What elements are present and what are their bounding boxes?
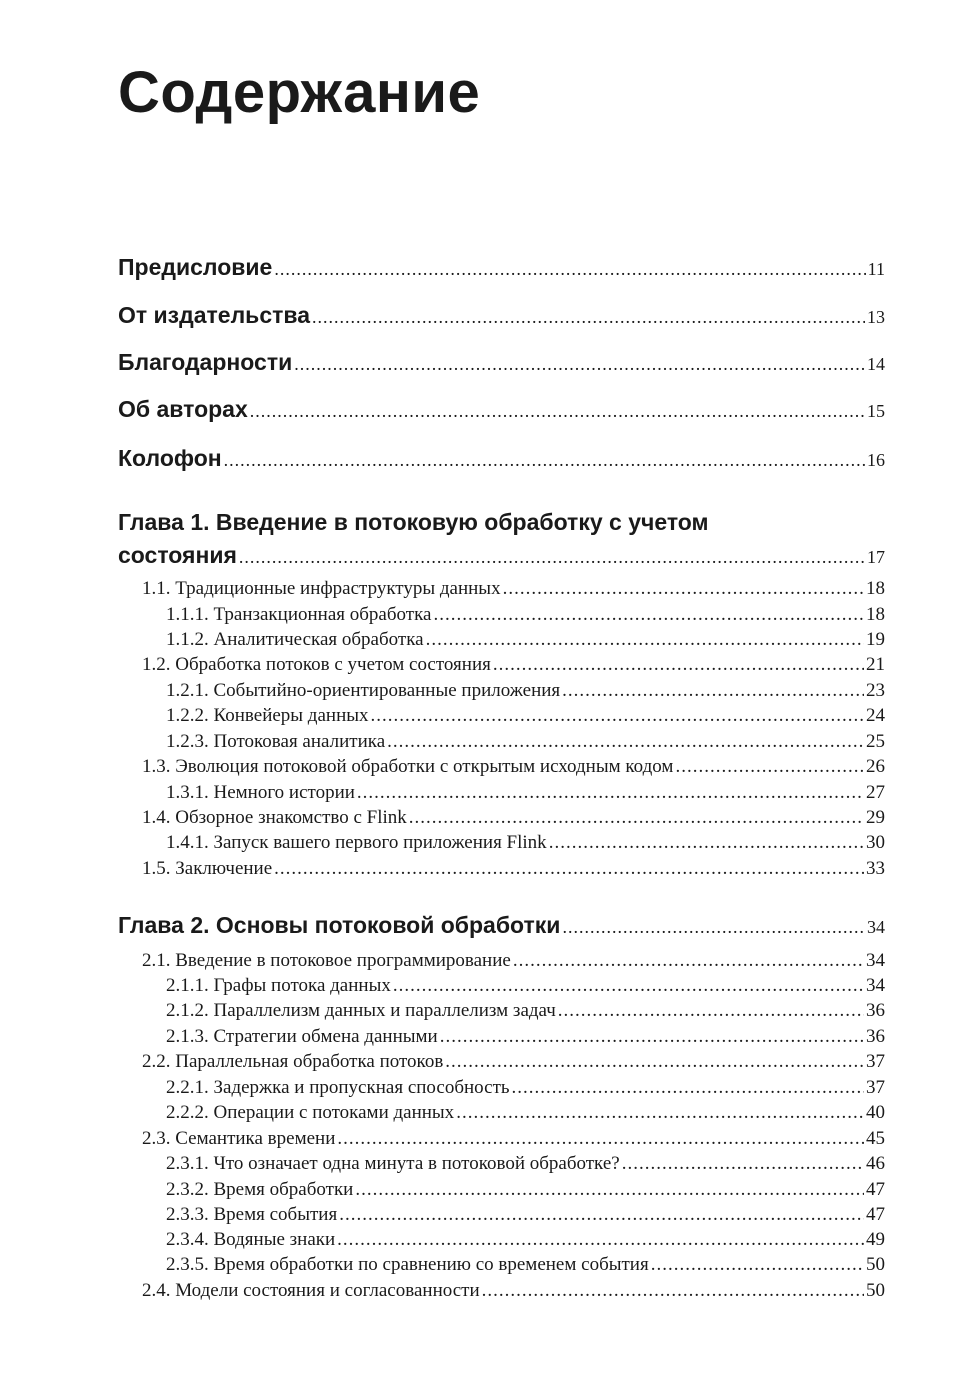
toc-page-number: 15 [867, 401, 885, 421]
toc-entry-label: 2.1.3. Стратегии обмена данными [166, 1026, 438, 1047]
toc-page-number: 18 [866, 578, 885, 599]
toc-page-number: 34 [866, 975, 885, 996]
toc-page-number: 18 [866, 604, 885, 625]
toc-entry[interactable] [0, 950, 975, 972]
toc-entry-label: 2.3. Семантика времени [142, 1128, 336, 1149]
toc-entry[interactable] [0, 1179, 975, 1201]
toc-entry[interactable] [0, 1026, 975, 1048]
toc-entry[interactable] [0, 975, 975, 997]
leader-dots [675, 756, 864, 778]
toc-page-number: 24 [866, 705, 885, 726]
leader-dots [224, 450, 865, 471]
toc-entry-label: 2.3.1. Что означает одна минута в потоковой обработке? [166, 1153, 620, 1174]
toc-entry[interactable] [0, 807, 975, 829]
leader-dots [622, 1153, 864, 1175]
toc-entry-label: 1.3. Эволюция потоковой обработки с открытым исходным кодом [142, 756, 674, 777]
toc-entry-label: 2.4. Модели состояния и согласованности [142, 1280, 480, 1301]
toc-entry[interactable] [0, 705, 975, 727]
toc-page-number: 40 [866, 1102, 885, 1123]
leader-dots [312, 307, 865, 328]
toc-entry-preface[interactable] [0, 254, 975, 281]
toc-entry-label: 2.3.3. Время события [166, 1204, 338, 1225]
toc-page-number: 34 [866, 950, 885, 971]
leader-dots [426, 629, 864, 651]
leader-dots [513, 950, 864, 972]
page-title: Содержание [118, 60, 481, 125]
chapter-1-title-line1[interactable]: Глава 1. Введение в потоковую обработку с учетом [118, 509, 709, 535]
toc-page-number: 45 [866, 1128, 885, 1149]
toc-entry[interactable] [0, 858, 975, 880]
toc-page-number: 49 [866, 1229, 885, 1250]
leader-dots [250, 401, 865, 422]
leader-dots [482, 1280, 864, 1302]
toc-entry-label: 1.3.1. Немного истории [166, 782, 355, 803]
toc-page-number: 36 [866, 1000, 885, 1021]
toc-entry-label: 2.1.1. Графы потока данных [166, 975, 391, 996]
toc-entry-authors[interactable] [0, 396, 975, 423]
leader-dots [456, 1102, 864, 1124]
toc-page-number: 33 [866, 858, 885, 879]
toc-entry[interactable] [0, 1077, 975, 1099]
toc-entry[interactable] [0, 731, 975, 753]
leader-dots [549, 832, 864, 854]
toc-entry[interactable] [0, 1102, 975, 1124]
toc-page-number: 14 [867, 354, 885, 374]
toc-entry-label: 1.2.2. Конвейеры данных [166, 705, 369, 726]
leader-dots [387, 731, 864, 753]
toc-entry-label: От издательства [118, 302, 310, 328]
toc-entry-label: 1.2.1. Событийно-ориентированные приложения [166, 680, 561, 701]
toc-page-number: 37 [866, 1051, 885, 1072]
toc-entry-publisher[interactable] [0, 302, 975, 329]
toc-entry-label: 2.2.1. Задержка и пропускная способность [166, 1077, 510, 1098]
leader-dots [339, 1204, 864, 1226]
toc-entry-label: 2.2.2. Операции с потоками данных [166, 1102, 455, 1123]
toc-page-number: 50 [866, 1280, 885, 1301]
toc-entry-label: 1.4. Обзорное знакомство с Flink [142, 807, 407, 828]
toc-entry-label: Предисловие [118, 254, 273, 280]
leader-dots [445, 1051, 864, 1073]
toc-entry-label: 1.5. Заключение [142, 858, 273, 879]
leader-dots [562, 680, 864, 702]
toc-entry[interactable] [0, 1153, 975, 1175]
toc-entry[interactable] [0, 1229, 975, 1251]
toc-page-number: 34 [867, 917, 885, 937]
toc-entry-label: состояния [118, 542, 237, 568]
toc-page-number: 50 [866, 1254, 885, 1275]
toc-page-number: 11 [867, 259, 885, 279]
toc-entry-chapter-1[interactable] [0, 542, 975, 569]
toc-entry[interactable] [0, 1000, 975, 1022]
toc-page-number: 26 [866, 756, 885, 777]
toc-page-number: 27 [866, 782, 885, 803]
toc-entry-label: 1.2.3. Потоковая аналитика [166, 731, 386, 752]
toc-page-number: 25 [866, 731, 885, 752]
toc-entry-label: 2.2. Параллельная обработка потоков [142, 1051, 444, 1072]
toc-entry-label: 2.1. Введение в потоковое программирование [142, 950, 511, 971]
toc-entry-label: 1.1.1. Транзакционная обработка [166, 604, 432, 625]
toc-entry-label: Глава 2. Основы потоковой обработки [118, 912, 561, 938]
toc-entry-label: 2.3.4. Водяные знаки [166, 1229, 336, 1250]
toc-entry[interactable] [0, 1280, 975, 1302]
toc-page-number: 47 [866, 1204, 885, 1225]
leader-dots [493, 654, 864, 676]
toc-page-number: 47 [866, 1179, 885, 1200]
toc-entry-label: 1.1.2. Аналитическая обработка [166, 629, 424, 650]
toc-entry-label: 2.3.5. Время обработки по сравнению со временем события [166, 1254, 649, 1275]
toc-page-number: 46 [866, 1153, 885, 1174]
toc-entry[interactable] [0, 680, 975, 702]
leader-dots [503, 578, 864, 600]
leader-dots [558, 1000, 864, 1022]
toc-entry-label: 1.4.1. Запуск вашего первого приложения Flink [166, 832, 547, 853]
toc-page-number: 29 [866, 807, 885, 828]
toc-entry[interactable] [0, 604, 975, 626]
toc-entry-colophon[interactable] [0, 445, 975, 472]
leader-dots [337, 1128, 864, 1150]
leader-dots [562, 917, 865, 938]
toc-entry-chapter-2[interactable] [0, 912, 975, 939]
leader-dots [337, 1229, 864, 1251]
toc-entry[interactable] [0, 756, 975, 778]
leader-dots [440, 1026, 864, 1048]
toc-entry[interactable] [0, 1128, 975, 1150]
leader-dots [371, 705, 864, 727]
toc-entry[interactable] [0, 578, 975, 600]
toc-entry-label: 1.1. Традиционные инфраструктуры данных [142, 578, 501, 599]
leader-dots [409, 807, 864, 829]
toc-entry-label: Об авторах [118, 396, 248, 422]
toc-entry[interactable] [0, 832, 975, 854]
toc-page-number: 30 [866, 832, 885, 853]
leader-dots [274, 259, 865, 280]
leader-dots [355, 1179, 864, 1201]
toc-page-number: 36 [866, 1026, 885, 1047]
toc-page-number: 17 [867, 547, 885, 567]
toc-entry-label: 2.1.2. Параллелизм данных и параллелизм задач [166, 1000, 556, 1021]
leader-dots [274, 858, 864, 880]
toc-entry-acknowledgements[interactable] [0, 349, 975, 376]
toc-entry[interactable] [0, 782, 975, 804]
toc-entry-label: Благодарности [118, 349, 293, 375]
leader-dots [393, 975, 864, 997]
toc-entry[interactable] [0, 1051, 975, 1073]
leader-dots [239, 547, 865, 568]
toc-entry[interactable] [0, 1204, 975, 1226]
leader-dots [357, 782, 864, 804]
toc-page-number: 23 [866, 680, 885, 701]
leader-dots [294, 354, 865, 375]
toc-entry[interactable] [0, 629, 975, 651]
toc-page-number: 21 [866, 654, 885, 675]
toc-page-number: 16 [867, 450, 885, 470]
leader-dots [512, 1077, 864, 1099]
leader-dots [433, 604, 864, 626]
toc-page-number: 13 [867, 307, 885, 327]
toc-entry-label: Колофон [118, 445, 222, 471]
toc-entry-label: 2.3.2. Время обработки [166, 1179, 354, 1200]
toc-entry[interactable] [0, 654, 975, 676]
leader-dots [651, 1254, 864, 1276]
toc-page-number: 19 [866, 629, 885, 650]
toc-page-number: 37 [866, 1077, 885, 1098]
toc-entry-label: 1.2. Обработка потоков с учетом состояния [142, 654, 491, 675]
toc-entry[interactable] [0, 1254, 975, 1276]
